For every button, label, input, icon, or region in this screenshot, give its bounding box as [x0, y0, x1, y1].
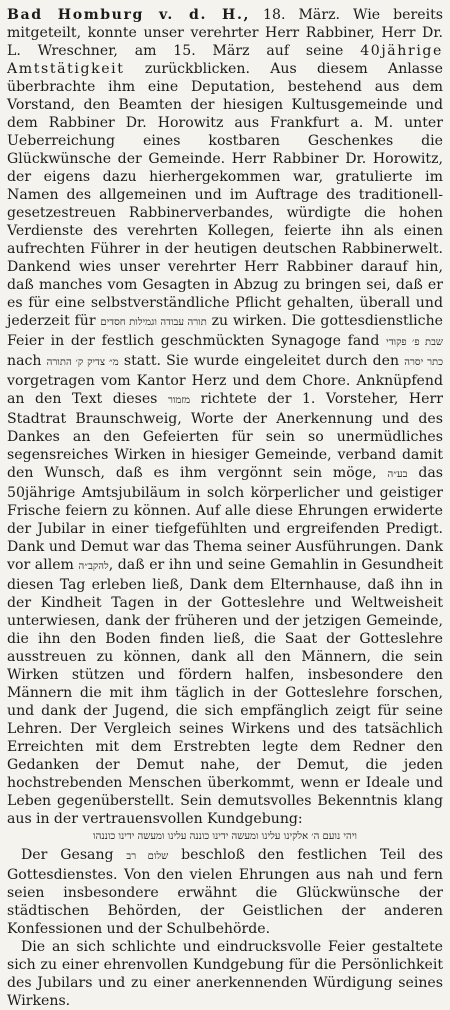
- text-run: beschloß den festlichen Teil des Gottesdienstes. Von den vielen Ehrungen aus nah und fern seien insbesondere erwähnt die Glückwünsche der städtischen Behörden, der Geistlichen der anderen Konfessionen und der Schulbehörde.: [7, 847, 443, 937]
- text-run: zu wirken. Die gottesdienstliche Feier in der festlich geschmückten Synagoge fand: [7, 313, 443, 349]
- text-run: richtete der 1. Vorsteher, Herr Stadtrat Braunschweig, Worte der Anerkennung und des Dankes an den Gefeierten für sein so unermüdliches segensreiches Wirken in hiesiger Gemeinde, verband damit den Wunsch, daß es ihm vergönnt sein möge,: [7, 391, 443, 481]
- text-run: 18. März. Wie bereits mitgeteilt, konnte unser verehrter Herr Rabbiner, Herr Dr. L. Wreschner, am 15. März auf seine: [7, 7, 443, 59]
- hebrew-phrase: שבת פ׳ פקודי: [386, 337, 443, 348]
- text-run: das 50jährige Amtsjubiläum in solch körperlicher und geistiger Frische feiern zu können. Auf alle diese Ehrungen erwiderte der Jubilar in einer tiefgefühlten und ergreifenden Predigt. Dank und Demut war das Thema seiner Ausführungen. Dank vor allem: [7, 465, 443, 573]
- hebrew-phrase: בע״ה: [387, 469, 408, 480]
- article-paragraph-1: [7, 6, 443, 828]
- hebrew-phrase: מ״ צדיק ק׳ התורה: [46, 357, 119, 368]
- hebrew-phrase: תורה עבודה וגמילות חסדים: [100, 317, 207, 328]
- text-run: Der Gesang: [21, 847, 127, 863]
- article-paragraph-3: Die an sich schlichte und eindrucksvolle Feier gestaltete sich zu einer ehrenvollen Kundgebung für die Persönlichkeit des Jubilars und zu einer anerkennenden Würdigung seines Wirkens.: [7, 939, 443, 1009]
- hebrew-phrase: שלום רב: [126, 851, 169, 862]
- hebrew-phrase: כתר יסרה: [404, 357, 444, 368]
- hebrew-quote: ויהי נועם ה׳ אלקינו עלינו ומעשה ידינו כוננה עלינו ומעשה ידינו כוננהו: [93, 831, 357, 842]
- hebrew-phrase: להקב״ה: [78, 561, 109, 572]
- emphasized-text: 40jährige Amtstätigkeit: [7, 43, 443, 77]
- dateline: Bad Homburg v. d. H.,: [7, 7, 250, 23]
- hebrew-phrase: מזמור: [167, 395, 191, 406]
- article-paragraph-2: [7, 846, 443, 938]
- text-run: zurückblicken. Aus diesem Anlasse überbrachte ihm eine Deputation, bestehend aus dem Vorstand, den Beamten der hiesigen Kultusgemeinde und dem Rabbiner Dr. Horowitz aus Frankfurt a. M. unter Ueberreichung eines kostbaren Geschenkes die Glückwünsche der Gemeinde. Herr Rabbiner Dr. Horowitz, der eigens dazu hierhergekommen war, gratulierte im Namen des allgemeinen und im Auftrage des traditionell-gesetzestreuen Rabbinerverbandes, würdigte die hohen Verdienste des verehrten Kollegen, feierte ihn als einen aufrechten Führer in der heutigen deutschen Rabbinerwelt. Dankend wies unser verehrter Herr Rabbiner darauf hin, daß manches vom Gesagten in Abzug zu bringen sei, daß er es für eine selbstverständliche Pflicht gehalten, überall und jederzeit für: [7, 61, 443, 329]
- text-run: vorgetragen vom Kantor Herz und dem Chore. Anknüpfend an den Text dieses: [7, 373, 443, 407]
- text-run: , daß er ihn und seine Gemahlin in Gesundheit diesen Tag erleben ließ, Dank dem Elternhause, daß ihn in der Kindheit Tagen in der Gotteslehre und Weltweisheit unterwiesen, dank der früheren und der jetzigen Gemeinde, die ihn den Boden finden ließ, die Saat der Gotteslehre ausstreuen zu können, dank all den Männern, die sein Wirken stützen und fördern halfen, insbesondere den Männern die mit ihm täglich in der Gotteslehre forschen, und dank der Jugend, die sich empfänglich zeigt für seine Lehren. Der Vergleich seines Wirkens und des tatsächlich Erreichten mit dem Erstrebten legte dem Redner den Gedanken der Demut nahe, der Demut, die jeden hochstrebenden Menschen überkommt, wenn er Ideale und Leben gegenüberstellt. Sein demutsvolles Bekenntnis klang aus in der vertrauensvollen Kundgebung:: [7, 557, 443, 827]
- text-run: nach: [7, 353, 47, 369]
- text-run: statt. Sie wurde eingeleitet durch den: [118, 353, 405, 369]
